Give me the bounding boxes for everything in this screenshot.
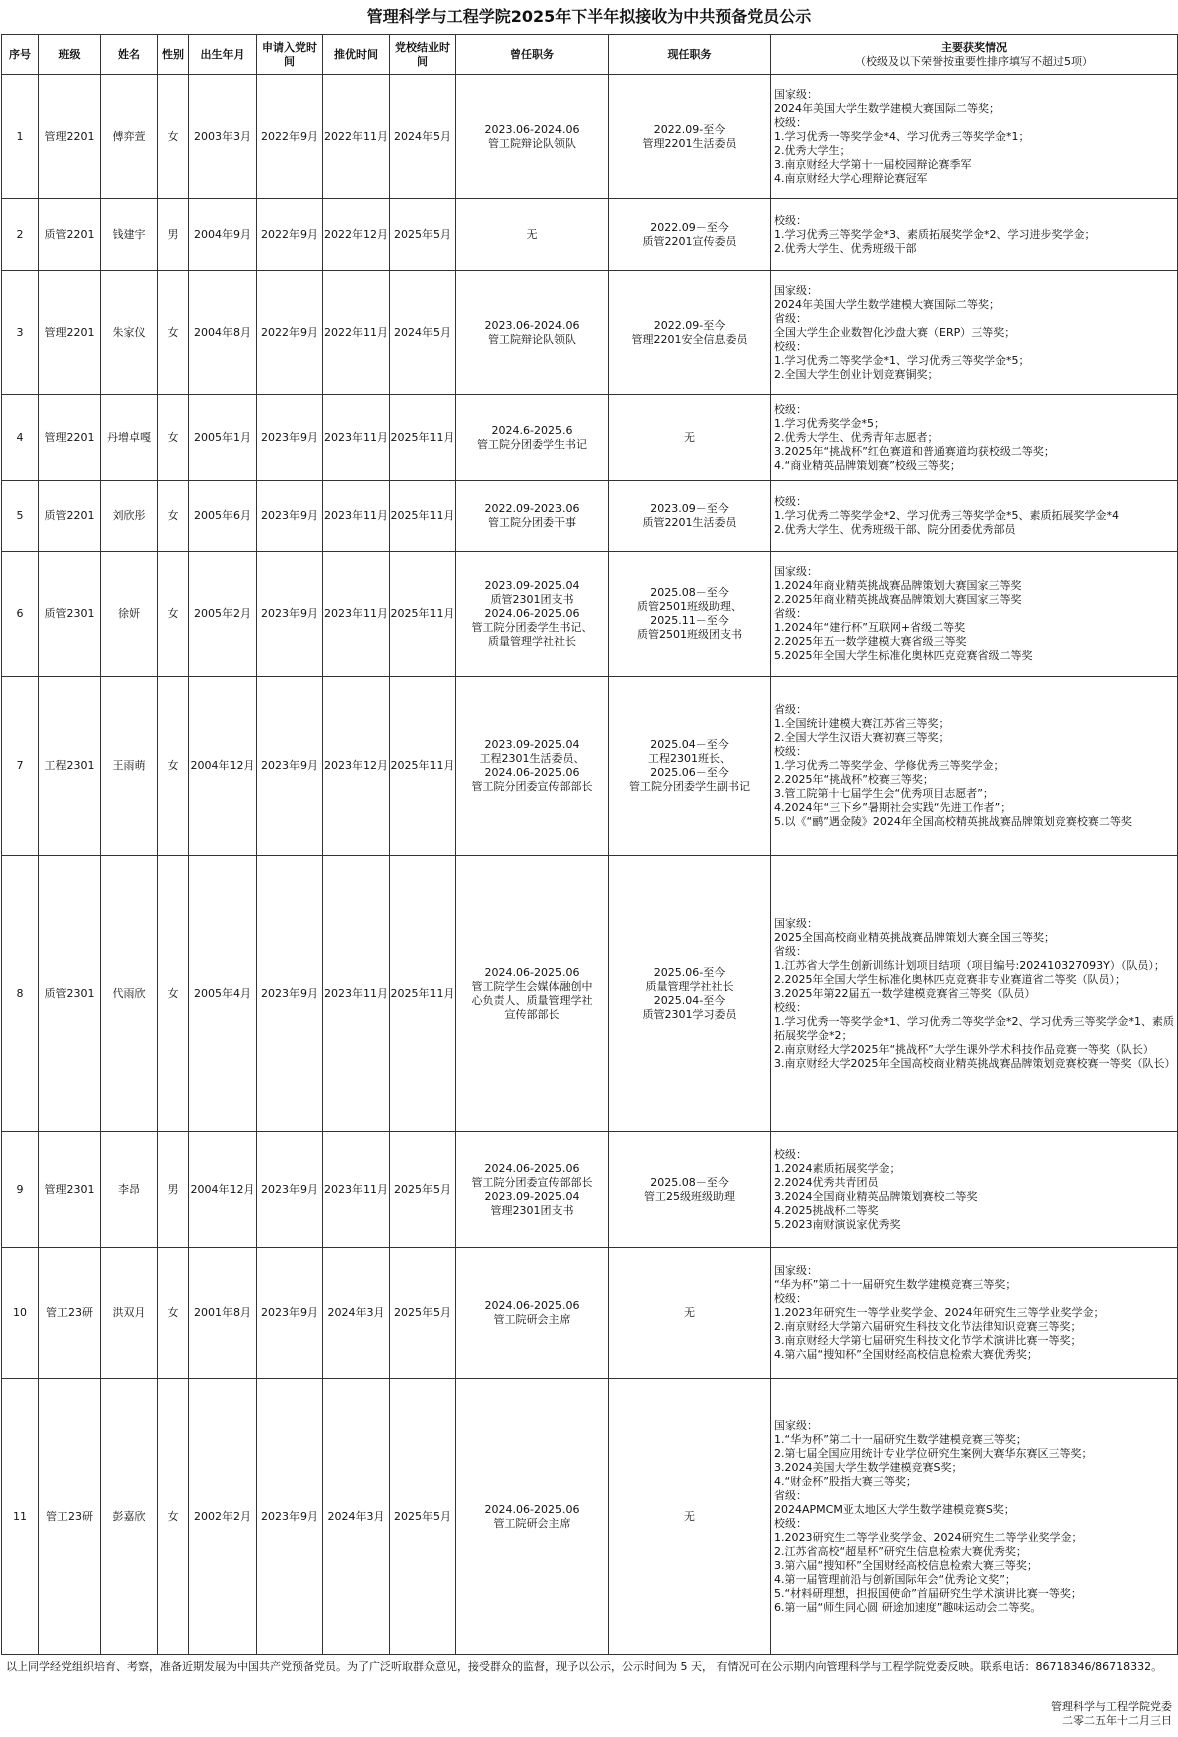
cell-awards-line: 省级：: [774, 311, 807, 325]
table-row: [2, 395, 1178, 481]
cell-former-posts-line: 管工院分团委学生书记、: [471, 621, 593, 634]
cell-awards-line: 2.2025年五一数学建模大赛省级三等奖: [774, 635, 967, 648]
cell-birth: 2004年9月: [189, 199, 257, 271]
cell-index: 2: [2, 199, 39, 271]
header-awards: [771, 35, 1178, 75]
cell-awards-line: 3.南京财经大学第七届研究生科技文化节学术演讲比赛一等奖；: [774, 1334, 1082, 1347]
cell-former-posts-line: 2024.06-2025.06: [484, 607, 580, 620]
footer-note: 以上同学经党组织培育、考察，准备近期发展为中国共产党预备党员。为了广泛听取群众意见，接受群众的监督，现予以公示，公示时间为 5 天， 有情况可在公示期内向管理科学与工程学院党委反映。联系电话：86718346/86718332。: [6, 1660, 1163, 1673]
cell-awards-line: 校级：: [774, 1292, 807, 1305]
cell-birth: 2005年4月: [189, 856, 257, 1132]
cell-awards: [771, 552, 1178, 677]
cell-awards: [771, 395, 1178, 481]
cell-awards-line: 国家级：: [774, 283, 818, 297]
cell-awards-line: 4.2025挑战杯二等奖: [774, 1203, 879, 1217]
cell-awards-line: 1.2023年研究生一等学业奖学金、2024年研究生三等学业奖学金；: [774, 1306, 1105, 1319]
cell-apply: 2023年9月: [257, 856, 323, 1132]
cell-former-posts-line: 质量管理学社社长: [488, 635, 576, 648]
cell-index: 6: [2, 552, 39, 677]
cell-current-posts: [609, 1248, 771, 1379]
cell-current-posts-line: 无: [684, 1509, 695, 1523]
cell-name: 傅弈萱: [101, 75, 158, 199]
cell-awards-line: 2.2024优秀共青团员: [774, 1175, 879, 1189]
cell-awards-line: 4.“商业精英品牌策划赛”校级三等奖；: [774, 458, 961, 472]
cell-awards-line: 3.2025年第22届五一数学建模竞赛省三等奖（队员）: [774, 986, 1036, 1000]
cell-current-posts: [609, 1379, 771, 1655]
cell-awards: [771, 677, 1178, 856]
cell-name: 王雨萌: [101, 677, 158, 856]
cell-birth: 2004年12月: [189, 1132, 257, 1248]
cell-former-posts-line: 无: [526, 227, 538, 241]
cell-former-posts-line: 管工院辩论队领队: [488, 332, 576, 346]
cell-gender: 女: [158, 271, 189, 395]
cell-awards-line: 校级：: [774, 1516, 807, 1530]
cell-awards-line: 校级：: [774, 1147, 807, 1161]
cell-former-posts-line: 2023.09-2025.04: [484, 1189, 580, 1203]
cell-current-posts-line: 质管2501班级团支书: [637, 628, 742, 641]
header-recommend: 推优时间: [323, 35, 390, 75]
cell-former-posts: [456, 677, 609, 856]
cell-awards-line: 1.2024素质拓展奖学金；: [774, 1161, 901, 1175]
cell-gender: 男: [158, 199, 189, 271]
table-row: [2, 481, 1178, 552]
cell-training: 2025年5月: [390, 1379, 456, 1655]
cell-awards-line: 2.江苏省高校“超星杯”研究生信息检索大赛优秀奖；: [774, 1544, 1027, 1558]
cell-awards-line: 3.2024美国大学生数学建模竞赛S奖；: [774, 1460, 963, 1474]
cell-awards-line: 校级：: [774, 745, 807, 758]
cell-awards-line: 6.第一届“师生同心圆 研途加速度”趣味运动会二等奖。: [774, 1600, 1042, 1614]
cell-current-posts: [609, 1132, 771, 1248]
cell-former-posts-line: 管工院分团委干事: [488, 516, 576, 529]
cell-awards: [771, 1248, 1178, 1379]
cell-awards-line: 4.“财金杯”股指大赛三等奖；: [774, 1474, 917, 1488]
cell-current-posts-line: 管工院分团委学生副书记: [629, 780, 750, 793]
table-row: [2, 75, 1178, 199]
cell-gender: 男: [158, 1132, 189, 1248]
table-row: [2, 856, 1178, 1132]
cell-apply: 2023年9月: [257, 552, 323, 677]
cell-current-posts-line: 质管2501班级助理、: [637, 600, 742, 613]
header-training: 党校结业时间: [390, 35, 456, 75]
table-row: [2, 677, 1178, 856]
cell-former-posts-line: 工程2301生活委员、: [479, 752, 585, 765]
cell-class: 管工23研: [39, 1248, 101, 1379]
cell-awards-line: 2025全国高校商业精英挑战赛品牌策划大赛全国三等奖；: [774, 930, 1055, 944]
cell-name: 丹增卓嘎: [101, 395, 158, 481]
cell-awards-line: 1.2023研究生二等学业奖学金、2024研究生二等学业奖学金；: [774, 1530, 1083, 1544]
footer-date: 二零二五年十二月三日: [1062, 1714, 1172, 1727]
cell-training: 2024年5月: [390, 271, 456, 395]
cell-awards: [771, 856, 1178, 1132]
footer-signature: 管理科学与工程学院党委: [1051, 1700, 1172, 1713]
table-row: [2, 1132, 1178, 1248]
cell-gender: 女: [158, 677, 189, 856]
header-awards-note: （校级及以下荣誉按重要性排序填写不超过5项）: [855, 54, 1093, 68]
cell-awards-line: 校级：: [774, 402, 807, 416]
cell-training: 2025年11月: [390, 395, 456, 481]
cell-former-posts-line: 2023.06-2024.06: [484, 122, 580, 136]
cell-index: 5: [2, 481, 39, 552]
cell-awards-line: 1.学习优秀二等奖学金*1、学习优秀三等奖学金*5；: [774, 353, 1030, 367]
cell-class: 管工23研: [39, 1379, 101, 1655]
cell-awards-line: 1.2024年商业精英挑战赛品牌策划大赛国家三等奖: [774, 579, 1022, 592]
cell-awards-line: 校级：: [774, 1000, 807, 1014]
cell-awards-line: 2024APMCM亚太地区大学生数学建模竞赛S奖；: [774, 1502, 1015, 1516]
cell-awards-line: 1.学习优秀二等奖学金、学修优秀三等奖学金；: [774, 759, 1005, 772]
cell-class: 管理2201: [39, 75, 101, 199]
cell-awards-line: 3.2024全国商业精英品牌策划赛校二等奖: [774, 1189, 978, 1203]
cell-current-posts: [609, 856, 771, 1132]
cell-current-posts-line: 2025.08－至今: [650, 1175, 729, 1189]
cell-former-posts-line: 管工院分团委宣传部部长: [471, 780, 593, 793]
cell-gender: 女: [158, 395, 189, 481]
cell-former-posts-line: 管工院研会主席: [493, 1313, 571, 1326]
cell-current-posts-line: 2025.06－至今: [650, 766, 729, 779]
cell-training: 2025年11月: [390, 481, 456, 552]
table-row: [2, 1248, 1178, 1379]
cell-awards-line: 2.2025年“挑战杯”校赛三等奖；: [774, 773, 934, 786]
cell-awards-line: 4.南京财经大学心理辩论赛冠军: [774, 171, 928, 185]
cell-awards: [771, 271, 1178, 395]
cell-former-posts-line: 管工院分团委学生书记: [477, 437, 587, 451]
cell-current-posts: [609, 677, 771, 856]
cell-former-posts-line: 2024.06-2025.06: [484, 1299, 580, 1312]
header-awards-label: 主要获奖情况: [941, 40, 1007, 54]
header-row: [2, 35, 1178, 75]
cell-former-posts: [456, 481, 609, 552]
cell-current-posts-line: 2022.09-至今: [653, 318, 726, 332]
cell-class: 质管2301: [39, 856, 101, 1132]
cell-name: 代雨欣: [101, 856, 158, 1132]
cell-current-posts: [609, 271, 771, 395]
cell-awards-line: 校级：: [774, 339, 807, 353]
cell-current-posts-line: 工程2301班长、: [648, 752, 731, 765]
cell-current-posts-line: 管理2201生活委员: [642, 136, 737, 150]
cell-awards-line: 5.“材料研理想，担报国使命”首届研究生学术演讲比赛一等奖；: [774, 1586, 1082, 1600]
cell-gender: 女: [158, 481, 189, 552]
cell-awards-line: 2.优秀大学生、优秀班级干部、院分团委优秀部员: [774, 523, 1016, 536]
cell-awards-line: 1.学习优秀一等奖学金*4、学习优秀三等奖学金*1；: [774, 129, 1030, 143]
cell-awards-line: 4.第六届“搜知杯”全国财经高校信息检索大赛优秀奖；: [774, 1348, 1038, 1361]
cell-index: 11: [2, 1379, 39, 1655]
cell-class: 管理2301: [39, 1132, 101, 1248]
cell-training: 2025年5月: [390, 1248, 456, 1379]
cell-recommend: 2024年3月: [323, 1248, 390, 1379]
cell-recommend: 2023年11月: [323, 481, 390, 552]
cell-training: 2024年5月: [390, 75, 456, 199]
table-row: [2, 199, 1178, 271]
cell-name: 李昂: [101, 1132, 158, 1248]
cell-name: 洪双月: [101, 1248, 158, 1379]
cell-current-posts-line: 管工25级班级助理: [644, 1189, 735, 1203]
cell-awards-line: 1.江苏省大学生创新训练计划项目结项（项目编号:202410327093Y）（队员）；: [774, 958, 1165, 972]
cell-awards-line: 省级：: [774, 703, 807, 716]
cell-class: 质管2301: [39, 552, 101, 677]
cell-former-posts: [456, 75, 609, 199]
cell-gender: 女: [158, 552, 189, 677]
header-class: 班级: [39, 35, 101, 75]
cell-awards-line: 2.2025年商业精英挑战赛品牌策划大赛国家三等奖: [774, 593, 1022, 606]
cell-current-posts-line: 2025.11－至今: [650, 614, 729, 627]
cell-awards-line: 1.2024年“建行杯”互联网+省级二等奖: [774, 621, 966, 634]
cell-current-posts-line: 2025.04-至今: [653, 993, 726, 1007]
cell-awards-line: 2.优秀大学生；: [774, 143, 851, 157]
cell-recommend: 2023年11月: [323, 395, 390, 481]
cell-current-posts: [609, 481, 771, 552]
cell-awards-line: 2024年美国大学生数学建模大赛国际二等奖；: [774, 297, 1000, 311]
cell-former-posts-line: 心负责人、质量管理学社: [471, 993, 593, 1007]
cell-recommend: 2023年12月: [323, 677, 390, 856]
cell-training: 2025年5月: [390, 1132, 456, 1248]
cell-index: 9: [2, 1132, 39, 1248]
cell-apply: 2022年9月: [257, 75, 323, 199]
cell-class: 质管2201: [39, 199, 101, 271]
cell-recommend: 2022年12月: [323, 199, 390, 271]
cell-awards-line: 国家级：: [774, 87, 818, 101]
cell-awards-line: 1.“华为杯”第二十一届研究生数学建模竞赛三等奖；: [774, 1432, 1027, 1446]
cell-class: 工程2301: [39, 677, 101, 856]
cell-former-posts: [456, 552, 609, 677]
cell-current-posts-line: 2025.06-至今: [653, 965, 726, 979]
cell-index: 7: [2, 677, 39, 856]
cell-awards-line: “华为杯”第二十一届研究生数学建模竞赛三等奖；: [774, 1278, 1017, 1291]
cell-awards-line: 全国大学生企业数智化沙盘大赛（ERP）三等奖；: [774, 325, 1016, 339]
cell-former-posts-line: 宣传部部长: [504, 1007, 560, 1021]
cell-awards-line: 1.学习优秀二等奖学金*2、学习优秀三等奖学金*5、素质拓展奖学金*4: [774, 509, 1119, 522]
header-birth: 出生年月: [189, 35, 257, 75]
cell-current-posts-line: 2025.08－至今: [650, 586, 729, 599]
cell-index: 3: [2, 271, 39, 395]
cell-apply: 2023年9月: [257, 1132, 323, 1248]
cell-gender: 女: [158, 1379, 189, 1655]
cell-current-posts-line: 质管2201生活委员: [642, 516, 737, 529]
cell-awards-line: 3.南京财经大学第十一届校园辩论赛季军: [774, 157, 972, 171]
cell-awards-line: 1.学习优秀奖学金*5；: [774, 416, 885, 430]
cell-awards-line: 2.优秀大学生、优秀青年志愿者；: [774, 430, 939, 444]
cell-awards-line: 国家级：: [774, 916, 818, 930]
cell-former-posts-line: 2024.6-2025.6: [491, 423, 573, 437]
cell-former-posts-line: 2023.09-2025.04: [484, 579, 580, 592]
cell-birth: 2005年2月: [189, 552, 257, 677]
cell-name: 刘欣彤: [101, 481, 158, 552]
cell-awards-line: 省级：: [774, 1488, 807, 1502]
cell-current-posts-line: 无: [684, 1306, 695, 1319]
cell-gender: 女: [158, 856, 189, 1132]
cell-gender: 女: [158, 1248, 189, 1379]
cell-former-posts-line: 管工院分团委宣传部部长: [471, 1175, 593, 1189]
cell-apply: 2023年9月: [257, 1379, 323, 1655]
cell-awards: [771, 199, 1178, 271]
cell-current-posts-line: 2022.09－至今: [650, 220, 729, 234]
cell-birth: 2004年8月: [189, 271, 257, 395]
cell-current-posts-line: 质管2301学习委员: [642, 1007, 737, 1021]
cell-gender: 女: [158, 75, 189, 199]
header-former-posts: 曾任职务: [456, 35, 609, 75]
cell-birth: 2003年3月: [189, 75, 257, 199]
cell-former-posts-line: 管工院辩论队领队: [488, 136, 576, 150]
cell-birth: 2004年12月: [189, 677, 257, 856]
cell-awards-line: 2024年美国大学生数学建模大赛国际二等奖；: [774, 101, 1000, 115]
header-name: 姓名: [101, 35, 158, 75]
cell-former-posts: [456, 199, 609, 271]
cell-apply: 2023年9月: [257, 481, 323, 552]
cell-apply: 2023年9月: [257, 395, 323, 481]
table-row: [2, 271, 1178, 395]
cell-former-posts-line: 2022.09-2023.06: [484, 502, 580, 515]
cell-awards: [771, 1132, 1178, 1248]
cell-former-posts: [456, 1248, 609, 1379]
cell-awards-line: 5.2023南财演说家优秀奖: [774, 1217, 901, 1231]
cell-awards-line: 国家级：: [774, 565, 818, 578]
cell-former-posts: [456, 271, 609, 395]
page-title: 管理科学与工程学院2025年下半年拟接收为中共预备党员公示: [366, 7, 812, 26]
cell-former-posts-line: 2024.06-2025.06: [484, 965, 580, 979]
cell-former-posts: [456, 395, 609, 481]
cell-awards-line: 2.全国大学生创业计划竞赛铜奖；: [774, 367, 939, 381]
cell-current-posts: [609, 552, 771, 677]
cell-training: 2025年11月: [390, 677, 456, 856]
cell-index: 10: [2, 1248, 39, 1379]
cell-name: 钱建宇: [101, 199, 158, 271]
cell-awards-line: 省级：: [774, 944, 807, 958]
cell-former-posts-line: 管工院研会主席: [493, 1516, 571, 1530]
cell-current-posts-line: 2023.09－至今: [650, 502, 729, 515]
cell-current-posts-line: 2022.09-至今: [653, 122, 726, 136]
cell-awards-line: 4.2024年“三下乡”暑期社会实践“先进工作者”；: [774, 801, 1012, 814]
cell-awards-line: 3.2025年“挑战杯”红色赛道和普通赛道均获校级二等奖；: [774, 444, 1055, 458]
cell-awards-line: 2.南京财经大学第六届研究生科技文化节法律知识竞赛三等奖；: [774, 1320, 1082, 1333]
cell-former-posts-line: 2024.06-2025.06: [484, 1161, 580, 1175]
cell-recommend: 2023年11月: [323, 552, 390, 677]
cell-current-posts: [609, 395, 771, 481]
header-apply: 申请入党时间: [257, 35, 323, 75]
cell-awards-line: 5.以《“鹂”遇金陵》2024年全国高校精英挑战赛品牌策划竞赛校赛二等奖: [774, 815, 1132, 828]
cell-apply: 2022年9月: [257, 271, 323, 395]
cell-recommend: 2022年11月: [323, 75, 390, 199]
cell-current-posts-line: 无: [684, 430, 695, 444]
cell-former-posts-line: 管工院学生会媒体融创中: [471, 979, 593, 993]
cell-awards-line: 校级：: [774, 115, 807, 129]
cell-current-posts-line: 质量管理学社社长: [645, 979, 734, 993]
header-current-posts: 现任职务: [609, 35, 771, 75]
cell-training: 2025年11月: [390, 856, 456, 1132]
cell-training: 2025年5月: [390, 199, 456, 271]
cell-former-posts: [456, 856, 609, 1132]
candidate-table: [1, 34, 1178, 1655]
cell-name: 朱家仪: [101, 271, 158, 395]
cell-birth: 2005年6月: [189, 481, 257, 552]
cell-index: 8: [2, 856, 39, 1132]
cell-awards-line: 1.学习优秀三等奖学金*3、素质拓展奖学金*2、学习进步奖学金；: [774, 227, 1096, 241]
cell-awards-line: 3.第六届“搜知杯”全国财经高校信息检索大赛三等奖；: [774, 1558, 1038, 1572]
cell-apply: 2023年9月: [257, 677, 323, 856]
cell-awards-line: 4.第一届管理前沿与创新国际年会“优秀论文奖”；: [774, 1572, 1016, 1586]
cell-current-posts-line: 管理2201安全信息委员: [631, 332, 748, 346]
cell-former-posts-line: 2024.06-2025.06: [484, 766, 580, 779]
cell-current-posts-line: 2025.04－至今: [650, 738, 729, 751]
cell-former-posts-line: 2024.06-2025.06: [484, 1502, 580, 1516]
cell-birth: 2002年2月: [189, 1379, 257, 1655]
cell-training: 2025年11月: [390, 552, 456, 677]
cell-class: 质管2201: [39, 481, 101, 552]
table-row: [2, 1379, 1178, 1655]
cell-awards-line: 1.全国统计建模大赛江苏省三等奖；: [774, 717, 950, 730]
cell-former-posts: [456, 1132, 609, 1248]
cell-recommend: 2024年3月: [323, 1379, 390, 1655]
cell-awards-line: 5.2025年全国大学生标准化奥林匹克竞赛省级二等奖: [774, 649, 1033, 662]
cell-awards-line: 2.2025年全国大学生标准化奥林匹克竞赛非专业赛道省二等奖（队员）；: [774, 972, 1126, 986]
cell-awards-line: 1.学习优秀一等奖学金*1、学习优秀二等奖学金*2、学习优秀三等奖学金*1、素质拓展奖学金*2；: [774, 1014, 1174, 1042]
cell-index: 4: [2, 395, 39, 481]
cell-former-posts-line: 管理2301团支书: [490, 1203, 574, 1217]
cell-awards-line: 2.第七届全国应用统计专业学位研究生案例大赛华东赛区三等奖；: [774, 1446, 1093, 1460]
cell-former-posts-line: 质管2301团支书: [490, 593, 574, 606]
cell-awards-line: 3.管工院第十七届学生会“优秀项目志愿者”；: [774, 787, 994, 800]
cell-apply: 2023年9月: [257, 1248, 323, 1379]
cell-awards-line: 2.全国大学生汉语大赛初赛三等奖；: [774, 731, 950, 744]
cell-current-posts: [609, 199, 771, 271]
cell-awards: [771, 481, 1178, 552]
cell-current-posts-line: 质管2201宣传委员: [642, 234, 737, 248]
cell-current-posts: [609, 75, 771, 199]
cell-awards-line: 国家级：: [774, 1418, 818, 1432]
cell-awards-line: 国家级：: [774, 1264, 818, 1277]
cell-index: 1: [2, 75, 39, 199]
footer-signature-block: [1051, 1700, 1172, 1728]
cell-name: 彭嘉欣: [101, 1379, 158, 1655]
header-gender: 性别: [158, 35, 189, 75]
table-row: [2, 552, 1178, 677]
cell-apply: 2022年9月: [257, 199, 323, 271]
cell-name: 徐妍: [101, 552, 158, 677]
cell-class: 管理2201: [39, 271, 101, 395]
cell-awards: [771, 75, 1178, 199]
cell-awards-line: 校级：: [774, 213, 807, 227]
cell-awards-line: 省级：: [774, 607, 807, 620]
cell-recommend: 2022年11月: [323, 271, 390, 395]
cell-birth: 2005年1月: [189, 395, 257, 481]
cell-former-posts-line: 2023.09-2025.04: [484, 738, 580, 751]
cell-recommend: 2023年11月: [323, 1132, 390, 1248]
cell-former-posts: [456, 1379, 609, 1655]
cell-recommend: 2023年11月: [323, 856, 390, 1132]
cell-awards: [771, 1379, 1178, 1655]
header-index: 序号: [2, 35, 39, 75]
cell-former-posts-line: 2023.06-2024.06: [484, 318, 580, 332]
cell-birth: 2001年8月: [189, 1248, 257, 1379]
cell-awards-line: 2.优秀大学生、优秀班级干部: [774, 241, 917, 255]
cell-awards-line: 3.南京财经大学2025年全国高校商业精英挑战赛品牌策划竞赛校赛一等奖（队长）: [774, 1056, 1176, 1070]
cell-awards-line: 2.南京财经大学2025年“挑战杯”大学生课外学术科技作品竞赛一等奖（队长）: [774, 1042, 1154, 1056]
cell-class: 管理2201: [39, 395, 101, 481]
cell-awards-line: 校级：: [774, 495, 807, 508]
